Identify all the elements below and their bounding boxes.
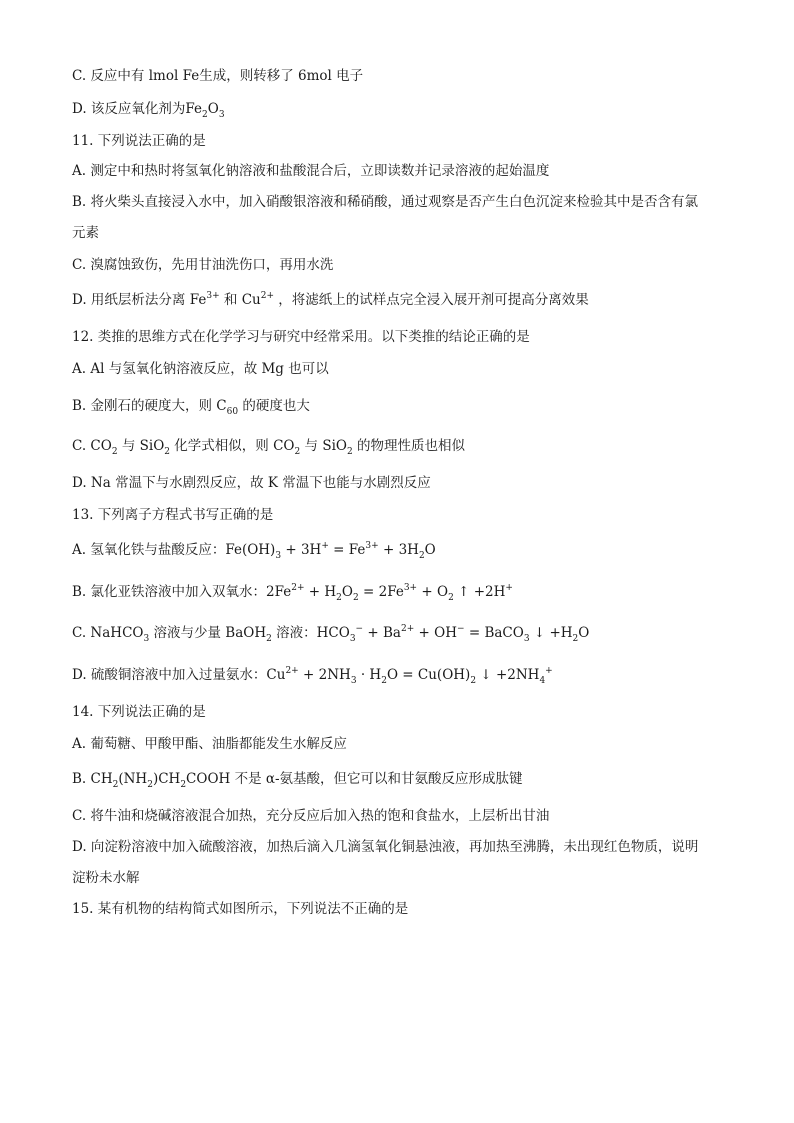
option-14d-cont: 淀粉未水解: [72, 870, 140, 886]
option-12b: B. 金刚石的硬度大，则 $C_{60}$ 的硬度也大: [72, 398, 310, 417]
option-14b: B. $CH_2(NH_2)CH_2COOH$ 不是 α-氨基酸，但它可以和甘氨酸反应形成肽键: [72, 771, 523, 790]
option-11b-cont: 元素: [72, 225, 99, 241]
option-12c: C. $CO_2$ 与 SiO$_2$ 化学式相似，则 $CO_2$ 与 SiO$_2$ 的物理性质也相似: [72, 438, 465, 457]
option-11d: D. 用纸层析法分离 $Fe^{3+}$ 和 $Cu^{2+}$ ，将滤纸上的试样点完全浸入展开剂可提高分离效果: [72, 291, 589, 308]
option-12d: D. Na 常温下与水剧烈反应，故 K 常温下也能与水剧烈反应: [72, 475, 431, 491]
question-12: 12. 类推的思维方式在化学学习与研究中经常采用。以下类推的结论正确的是: [72, 329, 530, 345]
question-15: 15. 某有机物的结构简式如图所示，下列说法不正确的是: [72, 901, 409, 917]
option-12a: A. Al 与氢氧化钠溶液反应，故 Mg 也可以: [72, 361, 329, 377]
option-11b: B. 将火柴头直接浸入水中，加入硝酸银溶液和稀硝酸，通过观察是否产生白色沉淀来检验其中是否含有氯: [72, 194, 699, 210]
question-13: 13. 下列离子方程式书写正确的是: [72, 507, 274, 523]
option-13c: C. NaHCO$_3$ 溶液与少量 BaOH$_2$ 溶液：$HCO_3^- + Ba^{2+} + OH^-$ = BaCO$_3$ ↓ $+H_2O$: [72, 624, 590, 644]
option-13d: D. 硫酸铜溶液中加入过量氨水：$Cu^{2+} + 2NH_3 \cdot H_2O = Cu(OH)_2$ ↓ $+2NH_4^+$: [72, 666, 553, 686]
option-10c: C. 反应中有 lmol Fe生成，则转移了 6mol 电子: [72, 68, 364, 84]
option-14c: C. 将牛油和烧碱溶液混合加热，充分反应后加入热的饱和食盐水，上层析出甘油: [72, 808, 550, 824]
option-14a: A. 葡萄糖、甲酸甲酯、油脂都能发生水解反应: [72, 736, 347, 752]
question-14: 14. 下列说法正确的是: [72, 704, 206, 720]
option-13b: B. 氯化亚铁溶液中加入双氧水：$2Fe^{2+} + H_2O_2 = 2Fe^{3+} + O_2$ ↑ +2H+: [72, 583, 513, 603]
option-10d: D. 该反应氧化剂为$Fe_2O_3$: [72, 101, 225, 120]
question-11: 11. 下列说法正确的是: [72, 133, 206, 149]
option-11a: A. 测定中和热时将氢氧化钠溶液和盐酸混合后，立即读数并记录溶液的起始温度: [72, 163, 550, 179]
option-13a: A. 氢氧化铁与盐酸反应：$Fe(OH)_3 + 3H^+ = Fe^{3+} + 3H_2O$: [72, 541, 436, 561]
option-11c: C. 溴腐蚀致伤，先用甘油洗伤口，再用水洗: [72, 257, 334, 273]
option-14d: D. 向淀粉溶液中加入硫酸溶液，加热后滴入几滴氢氧化铜悬浊液，再加热至沸腾，未出现红色物质，说明: [72, 839, 699, 855]
